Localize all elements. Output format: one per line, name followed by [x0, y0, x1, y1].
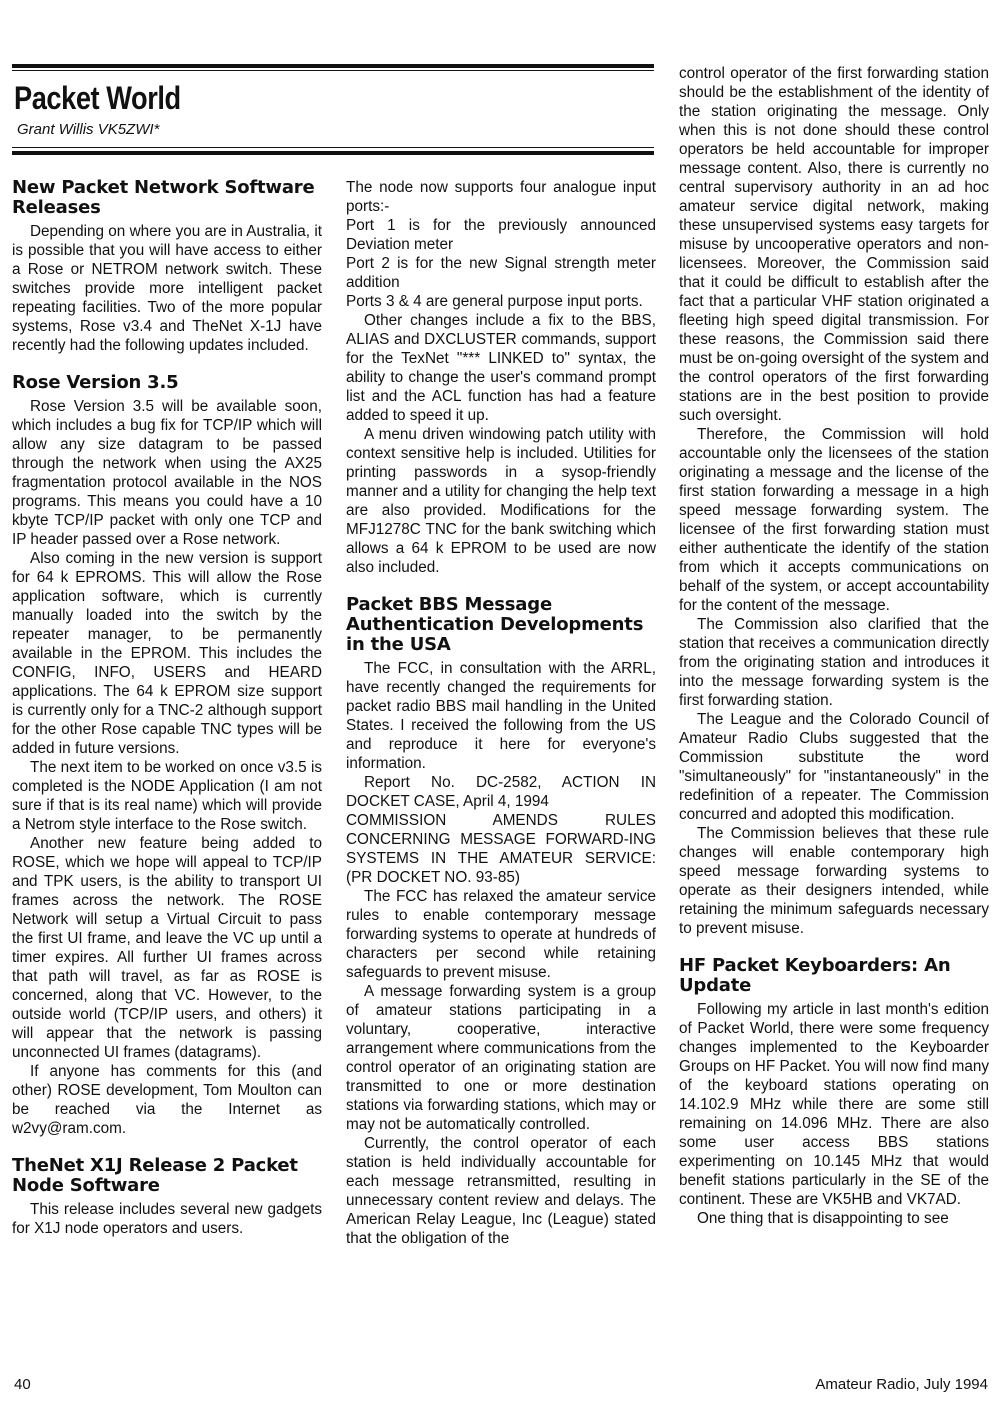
paragraph: The next item to be worked on once v3.5 is completed is the NODE Application (I am not sure if that is its real name) which will provide a Netrom style interface to the Rose switch.	[12, 759, 322, 833]
paragraph: Therefore, the Commission will hold accountable only the licensees of the station originating a message and the license of the first station forwarding a message in a high speed message forwarding system. The licensee of the first forwarding station must either authenticate the identify of the station from which it accepts communications on behalf of the system, or accept accountability for the content of the message.	[679, 426, 989, 614]
paragraph: Other changes include a fix to the BBS, ALIAS and DXCLUSTER commands, support for the TexNet "*** LINKED to" syntax, the ability to change the user's command prompt list and the ACL function has had a feature added to speed it up.	[346, 312, 656, 424]
paragraph: Port 1 is for the previously announced Deviation meter	[346, 217, 656, 253]
page-number: 40	[14, 1376, 31, 1393]
paragraph: A menu driven windowing patch utility with context sensitive help is included. Utilities for printing passwords in a sysop-friendly manner and a utility for changing the help text are also provided. Modifications for the MFJ1278C TNC for the bank switching which allows a 64 k EPROM to be used are now also included.	[346, 426, 656, 576]
paragraph: Also coming in the new version is support for 64 k EPROMS. This will allow the Rose application software, which is currently manually loaded into the switch by the repeater manager, to be permanently available in the EPROM. This includes the CONFIG, INFO, USERS and HEARD applications. The 64 k EPROM size support is currently only for a TNC-2 although support for the other Rose capable TNC types will be added in future versions.	[12, 550, 322, 757]
heading-packet-bbs: Packet BBS Message Authentication Developments in the USA	[346, 594, 644, 655]
heading-new-packet-network: New Packet Network Software Releases	[12, 177, 315, 218]
column-1	[12, 178, 322, 1238]
paragraph: The FCC, in consultation with the ARRL, have recently changed the requirements for packet radio BBS mail handling in the United States. I received the following from the US and reproduce it here for everyone's information.	[346, 660, 656, 772]
paragraph: control operator of the first forwarding station should be the establishment of the identity of the station originating the message. Only when this is not done should these control operators be held accountable for improper message content. Also, there is currently no central supervisory authority in an ad hoc amateur service digital network, making these unsupervised systems easy targets for misuse by uncooperative operators and non-licensees. Moreover, the Commission said that it could be difficult to establish after the fact that a particular VHF station originated a fleeting high speed digital transmission. For these reasons, the Commission said there must be on-going oversight of the system and the control operators of the first forwarding stations are in the best position to provide such oversight.	[679, 65, 989, 424]
masthead-rule-bottom-thin	[12, 147, 654, 148]
paragraph: A message forwarding system is a group of amateur stations participating in a voluntary, cooperative, interactive arrangement where communications from the control operator of an originating station are transmitted to one or more destination stations via forwarding stations, which may or may not be automatically controlled.	[346, 983, 656, 1133]
publication-footer: Amateur Radio, July 1994	[815, 1376, 988, 1393]
paragraph: Currently, the control operator of each station is held individually accountable for each message retransmitted, resulting in unnecessary content review and delays. The American Relay League, Inc (League) stated that the obligation of the	[346, 1135, 656, 1247]
paragraph: The League and the Colorado Council of Amateur Radio Clubs suggested that the Commission substitute the word "simultaneously" for "instantaneously" in the redefinition of a repeater. The Commission concurred and adopted this modification.	[679, 711, 989, 823]
masthead-rule-top-thin	[12, 70, 654, 71]
paragraph: Report No. DC-2582, ACTION IN DOCKET CASE, April 4, 1994	[346, 774, 656, 810]
byline: Grant Willis VK5ZWI*	[17, 121, 160, 138]
paragraph: The FCC has relaxed the amateur service rules to enable contemporary message forwarding systems to operate at hundreds of characters per second while retaining safeguards to prevent misuse.	[346, 888, 656, 981]
page-title: Packet World	[14, 80, 181, 116]
column-2	[346, 178, 656, 1248]
paragraph: This release includes several new gadgets for X1J node operators and users.	[12, 1201, 322, 1237]
paragraph: The Commission believes that these rule changes will enable contemporary high speed message forwarding systems to operate as their designers intended, while retaining the minimum safeguards necessary to prevent misuse.	[679, 825, 989, 937]
paragraph: Ports 3 & 4 are general purpose input ports.	[346, 293, 643, 310]
paragraph: Following my article in last month's edition of Packet World, there were some frequency changes implemented to the Keyboarder Groups on HF Packet. You will now find many of the keyboard stations operating on 14.102.9 MHz while there are some still remaining on 14.096 MHz. There are also some user access BBS stations experimenting on 10.145 MHz that would benefit stations particularly in the SE of the continent. These are VK5HB and VK7AD.	[679, 1001, 989, 1208]
masthead-rule-bottom	[12, 151, 654, 155]
paragraph: Rose Version 3.5 will be available soon, which includes a bug fix for TCP/IP which will allow any size datagram to be passed through the network when using the AX25 fragmentation protocol available in the NOS programs. This means you could have a 10 kbyte TCP/IP packet with only one TCP and IP header passed over a Rose network.	[12, 398, 322, 548]
heading-thenet-x1j: TheNet X1J Release 2 Packet Node Software	[12, 1155, 298, 1196]
paragraph: The node now supports four analogue input ports:-	[346, 179, 656, 215]
paragraph: The Commission also clarified that the station that receives a communication directly from the originating station and introduces it into the message forwarding system is the first forwarding station.	[679, 616, 989, 709]
column-3	[679, 64, 989, 1228]
paragraph: Port 2 is for the new Signal strength meter addition	[346, 255, 656, 291]
paragraph: If anyone has comments for this (and other) ROSE development, Tom Moulton can be reached via the Internet as w2vy@ram.com.	[12, 1063, 322, 1137]
heading-rose-version: Rose Version 3.5	[12, 372, 179, 393]
paragraph: One thing that is disappointing to see	[697, 1210, 949, 1227]
paragraph: Another new feature being added to ROSE, which we hope will appeal to TCP/IP and TPK users, is the ability to transport UI frames across the network. The ROSE Network will setup a Virtual Circuit to pass the first UI frame, and leave the VC up until a timer expires. All further UI frames across that path will travel, as far as ROSE is concerned, along that VC. However, to the outside world (TCP/IP users, and others) it will appear that the network is passing unconnected UI frames (datagrams).	[12, 835, 322, 1061]
paragraph: COMMISSION AMENDS RULES CONCERNING MESSAGE FORWARD-ING SYSTEMS IN THE AMATEUR SERVICE: (PR DOCKET NO. 93-85)	[346, 812, 656, 886]
heading-hf-packet-keyboarders: HF Packet Keyboarders: An Update	[679, 955, 951, 996]
paragraph: Depending on where you are in Australia, it is possible that you will have access to either a Rose or NETROM network switch. These switches provide more intelligent packet repeating facilities. Two of the more popular systems, Rose v3.4 and TheNet X-1J have recently had the following updates included.	[12, 223, 322, 354]
masthead-rule-top	[12, 64, 654, 68]
